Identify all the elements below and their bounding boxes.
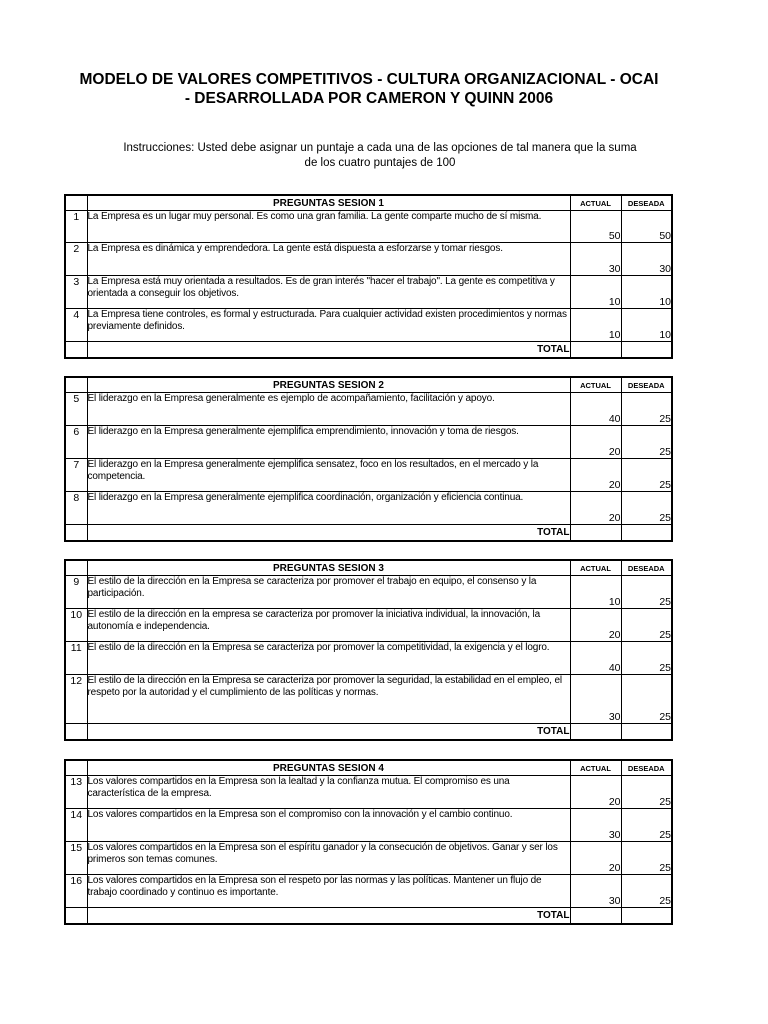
actual-score[interactable]: 20	[570, 609, 621, 642]
section-title: PREGUNTAS SESION 3	[87, 560, 570, 576]
column-header-actual: ACTUAL	[570, 195, 621, 211]
question-row	[65, 609, 672, 642]
desired-score[interactable]: 25	[621, 842, 672, 875]
total-actual[interactable]	[570, 525, 621, 542]
actual-score[interactable]: 30	[570, 875, 621, 908]
desired-score[interactable]: 25	[621, 492, 672, 525]
instructions	[80, 141, 680, 171]
question-number: 3	[65, 276, 87, 309]
question-number: 11	[65, 642, 87, 675]
total-label: TOTAL	[87, 724, 570, 741]
desired-score[interactable]: 25	[621, 809, 672, 842]
question-row	[65, 675, 672, 724]
question-number: 16	[65, 875, 87, 908]
question-text: La Empresa es dinámica y emprendedora. La gente está dispuesta a esforzarse y tomar riesgos.	[87, 243, 570, 276]
question-row	[65, 842, 672, 875]
desired-score[interactable]: 25	[621, 426, 672, 459]
total-desired[interactable]	[621, 908, 672, 925]
actual-score[interactable]: 40	[570, 393, 621, 426]
question-number: 1	[65, 211, 87, 243]
question-row	[65, 576, 672, 609]
total-actual[interactable]	[570, 908, 621, 925]
section-title: PREGUNTAS SESION 2	[87, 377, 570, 393]
total-row	[65, 342, 672, 359]
question-row	[65, 309, 672, 342]
section-title: PREGUNTAS SESION 4	[87, 760, 570, 776]
desired-score[interactable]: 25	[621, 576, 672, 609]
question-text: El estilo de la dirección en la empresa se caracteriza por promover la iniciativa individual, la innovación, la autonomía e independencia.	[87, 609, 570, 642]
question-row	[65, 492, 672, 525]
section-1-table	[64, 194, 673, 359]
actual-score[interactable]: 30	[570, 675, 621, 724]
question-row	[65, 276, 672, 309]
question-number: 5	[65, 393, 87, 426]
total-row	[65, 724, 672, 741]
desired-score[interactable]: 10	[621, 276, 672, 309]
question-text: El estilo de la dirección en la Empresa se caracteriza por promover el trabajo en equipo, el consenso y la participación.	[87, 576, 570, 609]
total-empty-cell	[65, 525, 87, 542]
column-header-actual: ACTUAL	[570, 560, 621, 576]
instructions-line-2: de los cuatro puntajes de 100	[304, 157, 456, 169]
question-number: 4	[65, 309, 87, 342]
desired-score[interactable]: 25	[621, 393, 672, 426]
question-row	[65, 875, 672, 908]
question-text: Los valores compartidos en la Empresa son la lealtad y la confianza mutua. El compromiso es una característica de la empresa.	[87, 776, 570, 809]
question-text: Los valores compartidos en la Empresa son el espíritu ganador y la consecución de objetivos. Ganar y ser los primeros son temas comunes.	[87, 842, 570, 875]
header-empty-cell	[65, 760, 87, 776]
question-number: 7	[65, 459, 87, 492]
question-number: 6	[65, 426, 87, 459]
question-text: La Empresa tiene controles, es formal y estructurada. Para cualquier actividad existen procedimientos y normas previamente definidos.	[87, 309, 570, 342]
section-4-table	[64, 759, 673, 925]
actual-score[interactable]: 20	[570, 842, 621, 875]
desired-score[interactable]: 25	[621, 459, 672, 492]
column-header-deseada: DESEADA	[621, 560, 672, 576]
column-header-deseada: DESEADA	[621, 377, 672, 393]
question-row	[65, 459, 672, 492]
actual-score[interactable]: 40	[570, 642, 621, 675]
question-row	[65, 809, 672, 842]
question-row	[65, 426, 672, 459]
question-text: Los valores compartidos en la Empresa son el compromiso con la innovación y el cambio continuo.	[87, 809, 570, 842]
total-desired[interactable]	[621, 724, 672, 741]
header-empty-cell	[65, 560, 87, 576]
desired-score[interactable]: 25	[621, 776, 672, 809]
actual-score[interactable]: 30	[570, 243, 621, 276]
question-number: 14	[65, 809, 87, 842]
question-number: 2	[65, 243, 87, 276]
desired-score[interactable]: 10	[621, 309, 672, 342]
column-header-actual: ACTUAL	[570, 377, 621, 393]
actual-score[interactable]: 50	[570, 211, 621, 243]
question-number: 13	[65, 776, 87, 809]
question-row	[65, 642, 672, 675]
actual-score[interactable]: 20	[570, 776, 621, 809]
question-row	[65, 776, 672, 809]
question-number: 8	[65, 492, 87, 525]
question-number: 10	[65, 609, 87, 642]
question-text: La Empresa es un lugar muy personal. Es como una gran familia. La gente comparte mucho de sí misma.	[87, 211, 570, 243]
column-header-deseada: DESEADA	[621, 195, 672, 211]
actual-score[interactable]: 30	[570, 809, 621, 842]
desired-score[interactable]: 30	[621, 243, 672, 276]
question-row	[65, 243, 672, 276]
total-empty-cell	[65, 342, 87, 359]
question-text: El estilo de la dirección en la Empresa se caracteriza por promover la seguridad, la estabilidad en el empleo, el respeto por la autoridad y el cumplimiento de las políticas y normas.	[87, 675, 570, 724]
actual-score[interactable]: 10	[570, 309, 621, 342]
section-header-row	[65, 760, 672, 776]
total-actual[interactable]	[570, 342, 621, 359]
question-text: La Empresa está muy orientada a resultados. Es de gran interés "hacer el trabajo". La gente es competitiva y orientada a conseguir los objetivos.	[87, 276, 570, 309]
section-header-row	[65, 195, 672, 211]
total-label: TOTAL	[87, 525, 570, 542]
actual-score[interactable]: 20	[570, 426, 621, 459]
total-label: TOTAL	[87, 908, 570, 925]
question-text: El estilo de la dirección en la Empresa se caracteriza por promover la competitividad, la exigencia y el logro.	[87, 642, 570, 675]
document-title	[60, 70, 678, 108]
total-desired[interactable]	[621, 342, 672, 359]
actual-score[interactable]: 10	[570, 276, 621, 309]
total-empty-cell	[65, 908, 87, 925]
question-text: El liderazgo en la Empresa generalmente ejemplifica sensatez, foco en los resultados, en el mercado y la competencia.	[87, 459, 570, 492]
question-number: 12	[65, 675, 87, 724]
question-number: 15	[65, 842, 87, 875]
total-label: TOTAL	[87, 342, 570, 359]
section-header-row	[65, 560, 672, 576]
total-desired[interactable]	[621, 525, 672, 542]
instructions-line-1: Instrucciones: Usted debe asignar un puntaje a cada una de las opciones de tal manera que la suma	[123, 142, 637, 154]
question-number: 9	[65, 576, 87, 609]
desired-score[interactable]: 25	[621, 642, 672, 675]
question-text: El liderazgo en la Empresa generalmente es ejemplo de acompañamiento, facilitación y apoyo.	[87, 393, 570, 426]
section-header-row	[65, 377, 672, 393]
question-row	[65, 211, 672, 243]
question-text: El liderazgo en la Empresa generalmente ejemplifica emprendimiento, innovación y toma de riesgos.	[87, 426, 570, 459]
desired-score[interactable]: 25	[621, 675, 672, 724]
header-empty-cell	[65, 377, 87, 393]
total-row	[65, 908, 672, 925]
total-row	[65, 525, 672, 542]
question-text: Los valores compartidos en la Empresa son el respeto por las normas y las políticas. Mantener un flujo de trabajo coordinado y continuo es importante.	[87, 875, 570, 908]
section-3-table	[64, 559, 673, 741]
desired-score[interactable]: 50	[621, 211, 672, 243]
title-line-2: - DESARROLLADA POR CAMERON Y QUINN 2006	[184, 90, 554, 107]
actual-score[interactable]: 20	[570, 492, 621, 525]
title-line-1: MODELO DE VALORES COMPETITIVOS - CULTURA ORGANIZACIONAL - OCAI	[79, 71, 659, 88]
actual-score[interactable]: 10	[570, 576, 621, 609]
actual-score[interactable]: 20	[570, 459, 621, 492]
desired-score[interactable]: 25	[621, 609, 672, 642]
column-header-deseada: DESEADA	[621, 760, 672, 776]
header-empty-cell	[65, 195, 87, 211]
question-text: El liderazgo en la Empresa generalmente ejemplifica coordinación, organización y eficiencia continua.	[87, 492, 570, 525]
column-header-actual: ACTUAL	[570, 760, 621, 776]
section-title: PREGUNTAS SESION 1	[87, 195, 570, 211]
section-2-table	[64, 376, 673, 542]
total-actual[interactable]	[570, 724, 621, 741]
question-row	[65, 393, 672, 426]
desired-score[interactable]: 25	[621, 875, 672, 908]
total-empty-cell	[65, 724, 87, 741]
